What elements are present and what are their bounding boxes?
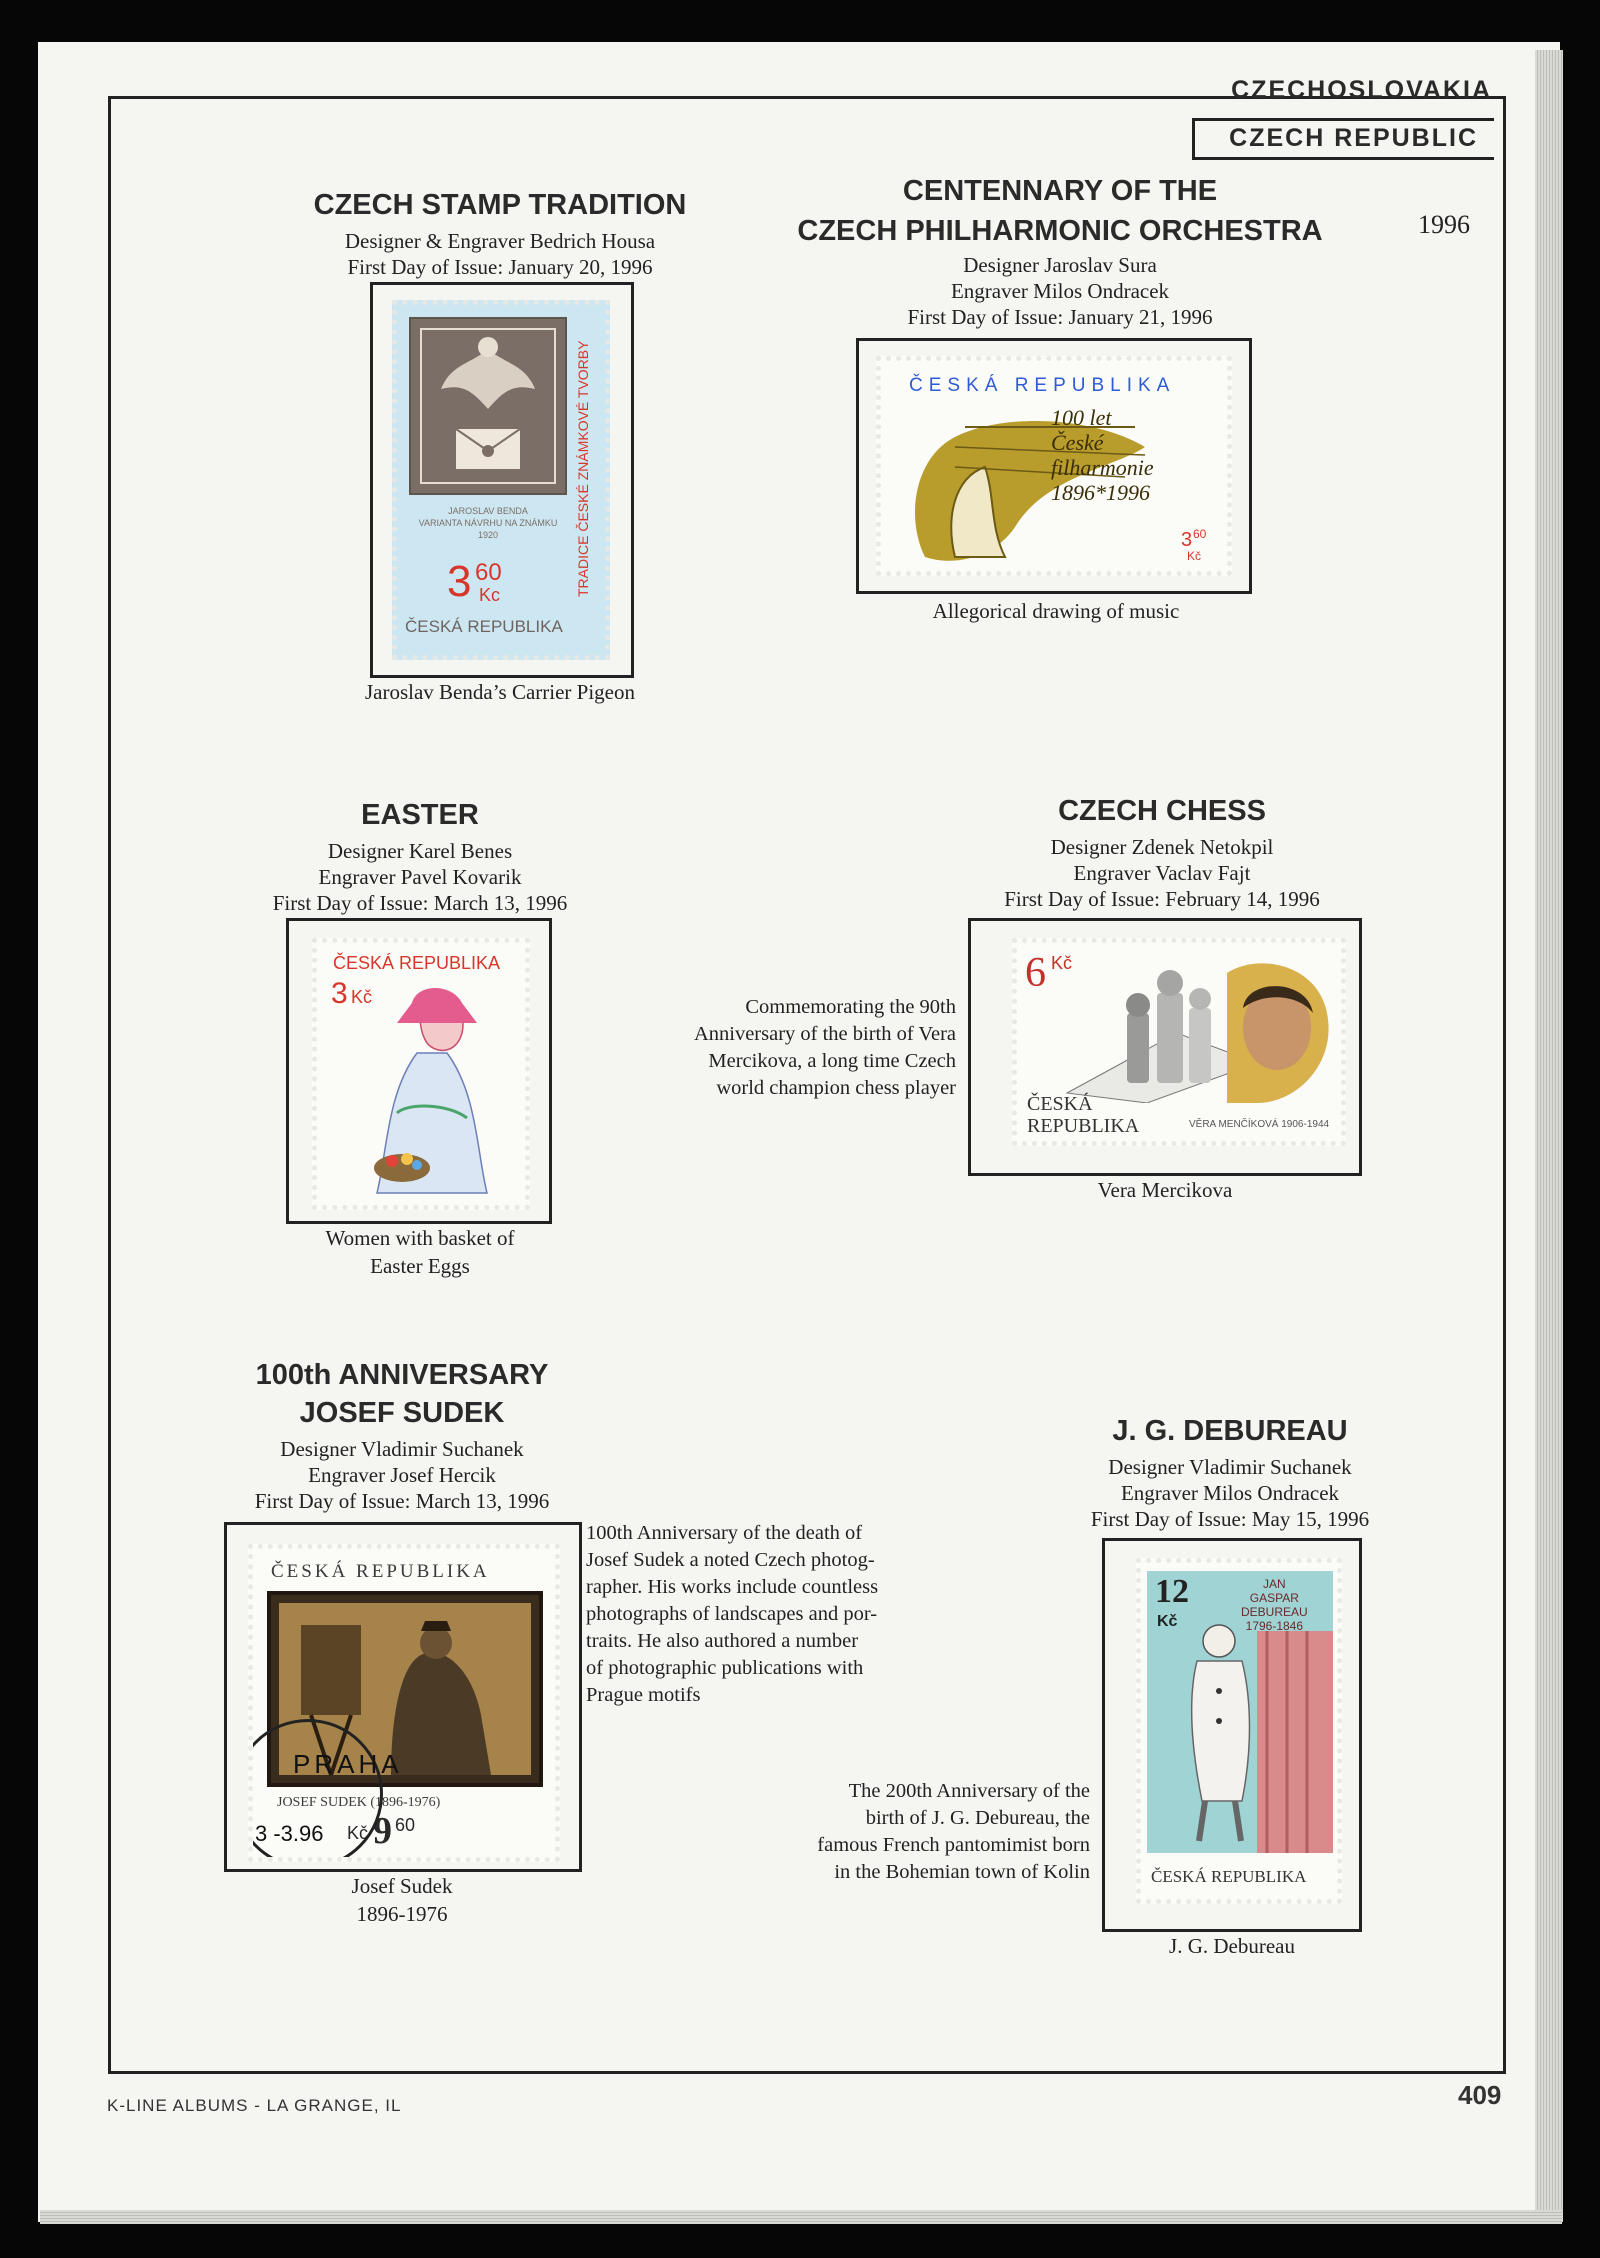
- stamp-country: [1027, 1093, 1139, 1137]
- issue-title-line: CENTENNARY OF THE: [902, 175, 1218, 207]
- issue-title: J. G. DEBUREAU: [1112, 1415, 1348, 1447]
- issue-title-line: JOSEF SUDEK: [299, 1397, 505, 1429]
- year-label: 1996: [1418, 210, 1470, 239]
- stamp-caption-line: Easter Eggs: [370, 1254, 470, 1278]
- engraver-line: Engraver Milos Ondracek: [950, 279, 1170, 303]
- stamp-value: 9: [373, 1810, 392, 1852]
- stamp-currency: Kč: [1051, 953, 1073, 973]
- issue-date-line: First Day of Issue: May 15, 1996: [1090, 1507, 1370, 1531]
- stamp-side-text: TRADICE ČESKÉ ZNÁMKOVÉ TVORBY: [575, 340, 591, 597]
- stamp-country: ČESKÁ REPUBLIKA: [333, 953, 501, 973]
- engraver-line: Engraver Josef Hercik: [308, 1463, 496, 1487]
- stamp-value: 3: [447, 557, 472, 606]
- stamp-name-line: 1796-1846: [1245, 1619, 1304, 1633]
- issue-title: EASTER: [361, 799, 479, 831]
- engraver-line: Engraver Pavel Kovarik: [318, 865, 522, 889]
- issue-date-line: First Day of Issue: March 13, 1996: [254, 1489, 550, 1513]
- stamp-value: 3: [331, 977, 348, 1010]
- stamp-currency: Kč: [1157, 1613, 1178, 1630]
- stamp-caption: [200, 1224, 640, 1280]
- page-edge-right: [1535, 50, 1563, 2222]
- description-line: Mercikova, a long time Czech: [708, 1050, 956, 1072]
- stamp-caption-line: 1896-1976: [356, 1902, 448, 1926]
- stamp-art-text-line: České: [1051, 430, 1104, 455]
- issue-title: CZECH CHESS: [1058, 795, 1266, 827]
- stamp-caption: Jaroslav Benda’s Carrier Pigeon: [364, 680, 636, 704]
- stamp-name-line: GASPAR: [1249, 1591, 1299, 1605]
- stamp-portrait-label: VĚRA MENČÍKOVÁ 1906-1944: [1189, 1119, 1330, 1130]
- stamp-name-line: JOSEF SUDEK (1896-1976): [277, 1795, 441, 1810]
- stamp-philharmonic: [876, 356, 1232, 576]
- issue-title: CZECH STAMP TRADITION: [313, 189, 687, 221]
- designer-line: Designer Vladimir Suchanek: [1108, 1455, 1352, 1479]
- stamp-caption-line: Women with basket of: [325, 1226, 515, 1250]
- designer-line: Designer & Engraver Bedrich Housa: [344, 229, 656, 253]
- stamp-art-text-line: 1896*1996: [1051, 480, 1150, 505]
- stamp-currency: Kč: [351, 987, 373, 1007]
- description-line: Anniversary of the birth of Vera: [693, 1023, 956, 1045]
- stamp-currency: Kc: [479, 585, 501, 605]
- stamp-country: ČESKÁ REPUBLIKA: [405, 617, 563, 636]
- issue-date-line: First Day of Issue: February 14, 1996: [1004, 887, 1320, 911]
- chess-pieces-icon: [1057, 953, 1337, 1103]
- postmark-date: 3 -3.96: [255, 1821, 324, 1846]
- pigeon-icon: [411, 319, 565, 493]
- issue-title-line: CZECH PHILHARMONIC ORCHESTRA: [797, 215, 1323, 247]
- stamp-inscription: [409, 505, 567, 541]
- description-line: of photographic publications with: [586, 1657, 864, 1679]
- issue-date-line: First Day of Issue: January 21, 1996: [907, 305, 1213, 329]
- stamp-caption: [182, 1872, 622, 1928]
- designer-line: Designer Jaroslav Sura: [963, 253, 1157, 277]
- description-line: traits. He also authored a number: [586, 1630, 859, 1652]
- designer-line: Designer Vladimir Suchanek: [280, 1437, 524, 1461]
- stamp-currency: Kč: [347, 1823, 369, 1843]
- country-heading: CZECHOSLOVAKIA: [1231, 76, 1492, 104]
- country-subheading: CZECH REPUBLIC: [1229, 124, 1478, 152]
- stamp-value: 12: [1155, 1573, 1189, 1610]
- issue-date-line: First Day of Issue: January 20, 1996: [347, 255, 653, 279]
- issue-title-line: 100th ANNIVERSARY: [255, 1359, 549, 1391]
- designer-line: Designer Karel Benes: [327, 839, 513, 863]
- page-number: 409: [1458, 2080, 1502, 2110]
- page-edge-bottom: [40, 2210, 1562, 2224]
- description-line: Prague motifs: [586, 1684, 701, 1706]
- publisher-footer: K-LINE ALBUMS - LA GRANGE, IL: [107, 2096, 402, 2115]
- stamp-description: [600, 994, 956, 1102]
- stamp-caption-line: Josef Sudek: [351, 1874, 453, 1898]
- description-line: Commemorating the 90th: [745, 996, 956, 1018]
- description-line: famous French pantomimist born: [817, 1834, 1090, 1856]
- stamp-art-text: [1051, 405, 1154, 505]
- stamp-country-line: REPUBLIKA: [1027, 1115, 1140, 1137]
- engraver-line: Engraver Milos Ondracek: [1120, 1481, 1340, 1505]
- postmark-text: PRAHA: [293, 1749, 403, 1779]
- stamp-chess: [1012, 938, 1346, 1146]
- stamp-country: ČESKÁ REPUBLIKA: [271, 1561, 490, 1582]
- stamp-description: [760, 1778, 1090, 1886]
- designer-line: Designer Zdenek Netokpil: [1050, 835, 1274, 859]
- stamp-value-fraction: 60: [1193, 527, 1207, 541]
- stamp-josef-sudek: [248, 1544, 560, 1862]
- stamp-art-text-line: 100 let: [1051, 405, 1112, 430]
- stamp-currency: Kč: [1187, 549, 1202, 563]
- description-line: in the Bohemian town of Kolin: [834, 1861, 1090, 1883]
- stamp-value-fraction: 60: [395, 1815, 416, 1835]
- description-line: world champion chess player: [716, 1077, 956, 1099]
- description-line: photographs of landscapes and por-: [586, 1603, 878, 1625]
- stamp-value-fraction: 60: [475, 559, 502, 586]
- stamp-inscription-line: JAROSLAV BENDA: [448, 506, 528, 516]
- description-line: birth of J. G. Debureau, the: [865, 1807, 1090, 1829]
- stamp-caption: J. G. Debureau: [1169, 1934, 1295, 1958]
- easter-woman-icon: [357, 983, 507, 1203]
- stamp-name-line: JAN: [1263, 1577, 1286, 1591]
- stamp-country-line: ČESKÁ: [1027, 1093, 1093, 1115]
- stamp-country: ČESKÁ REPUBLIKA: [1151, 1867, 1307, 1886]
- stamp-carrier-pigeon: [392, 300, 610, 660]
- stamp-art-text-line: filharmonie: [1051, 455, 1154, 480]
- stamp-caption: Vera Mercikova: [1097, 1178, 1233, 1202]
- stamp-inscription-line: VARIANTA NÁVRHU NA ZNÁMKU: [418, 518, 558, 528]
- stamp-inscription-line: 1920: [477, 530, 499, 540]
- stamp-caption: Allegorical drawing of music: [932, 599, 1180, 623]
- stamp-value: 6: [1025, 950, 1046, 996]
- description-line: rapher. His works include countless: [586, 1576, 879, 1598]
- stamp-name-line: DEBUREAU: [1241, 1605, 1308, 1619]
- stamp-country: ČESKÁ REPUBLIKA: [909, 375, 1176, 396]
- stamp-description: [586, 1520, 916, 1709]
- issue-date-line: First Day of Issue: March 13, 1996: [272, 891, 568, 915]
- engraver-line: Engraver Vaclav Fajt: [1073, 861, 1251, 885]
- stamp-value: 3: [1181, 529, 1193, 551]
- description-line: The 200th Anniversary of the: [848, 1780, 1090, 1802]
- description-line: 100th Anniversary of the death of: [586, 1522, 863, 1544]
- stamp-debureau: [1136, 1558, 1342, 1904]
- pigeon-engraving: [409, 317, 567, 495]
- stamp-easter: [312, 938, 530, 1210]
- stamp-name-block: [1241, 1577, 1308, 1633]
- description-line: Josef Sudek a noted Czech photog-: [586, 1549, 875, 1571]
